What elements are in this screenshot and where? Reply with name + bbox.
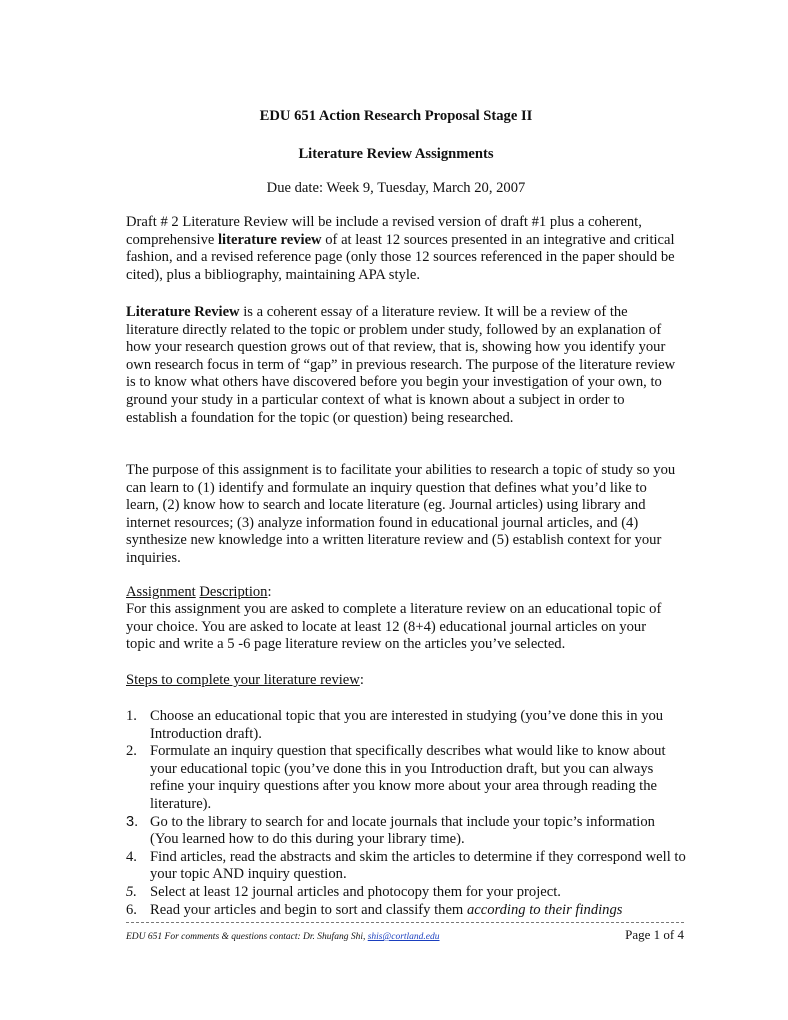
list-item <box>126 884 686 902</box>
list-item <box>126 708 686 743</box>
step-text-italic: according to their findings <box>466 901 623 918</box>
purpose-paragraph: The purpose of this assignment is to facilitate your abilities to research a topic of study so you can learn to (1) identify and formulate an inquiry question that defines what you’d like to learn, (2) know how to search and locate literature (eg. Journal articles) using library and internet resources; (3) analyze information found in educational journal articles, and (4) synthesize new knowledge into a written literature review and (5) establish context for your inquiries. <box>126 462 676 566</box>
footer-contact-text: EDU 651 For comments & questions contact: Dr. Shufang Shi, <box>126 932 368 942</box>
step-number: 2. <box>126 743 137 760</box>
step-text: Choose an educational topic that you are interested in studying (you’ve done this in you Introduction draft). <box>150 708 664 742</box>
list-item <box>126 814 686 849</box>
list-item <box>126 902 686 920</box>
intro-text-a: Draft # 2 Literature Review will be include a revised version of draft #1 plus a coherent, comprehensive <box>126 214 642 248</box>
step-text: Go to the library to search for and locate journals that include your topic’s information (You learned how to do this during your library time). <box>150 813 655 848</box>
steps-list <box>126 708 686 919</box>
step-number: 6. <box>126 901 137 918</box>
step-number: 5. <box>126 883 137 900</box>
assignment-description: For this assignment you are asked to complete a literature review on an educational topic of your choice. You are asked to locate at least 12 (8+4) educational journal articles on your topic and write a 5 -6 page literature review on the articles you’ve selected. <box>126 601 662 653</box>
document-subtitle: Literature Review Assignments <box>298 146 494 162</box>
due-date: Due date: Week 9, Tuesday, March 20, 2007 <box>266 180 526 196</box>
step-text: Find articles, read the abstracts and skim the articles to determine if they correspond well to your topic AND inquiry question. <box>150 848 686 883</box>
assignment-heading <box>126 584 676 602</box>
assignment-heading-word1: Assignment <box>126 584 196 600</box>
steps-heading <box>126 672 676 690</box>
contact-email-link[interactable]: shis@cortland.edu <box>367 932 440 942</box>
step-number: 3. <box>126 813 139 830</box>
document-title: EDU 651 Action Research Proposal Stage II <box>259 108 533 124</box>
assignment-heading-word2: Description <box>199 584 268 600</box>
page-footer <box>126 927 684 944</box>
page-number: Page 1 of 4 <box>625 927 684 942</box>
footer-divider <box>126 922 684 923</box>
step-text: Select at least 12 journal articles and photocopy them for your project. <box>150 883 561 900</box>
list-item <box>126 743 686 813</box>
list-item <box>126 849 686 884</box>
step-text: Formulate an inquiry question that specifically describes what would like to know about your educational topic (you’ve done this in you Introduction draft, but you can always refine your inquiry questions after you know more about your area through reading the literature). <box>150 743 666 812</box>
literature-review-term: Literature Review <box>126 304 240 320</box>
intro-paragraph <box>126 214 676 284</box>
steps-heading-text: Steps to complete your literature review <box>126 672 360 688</box>
intro-bold-term: literature review <box>218 231 322 248</box>
step-number: 4. <box>126 848 137 865</box>
literature-review-paragraph <box>126 304 676 427</box>
step-number: 1. <box>126 708 137 724</box>
assignment-heading-colon: : <box>267 584 272 600</box>
literature-review-text: is a coherent essay of a literature review. It will be a review of the literature directly related to the topic or problem under study, followed by an explanation of how your research question grows out of that review, that is, showing how you identify your own research focus in term of “gap” in previous research. The purpose of the literature review is to know what others have discovered before you begin your investigation of your own, to ground your study in a particular context of what is known about a subject in order to establish a foundation for the topic (or question) being researched. <box>126 304 676 426</box>
intro-text-b: of at least 12 sources presented in an integrative and critical fashion, and a revised reference page (only those 12 sources referenced in the paper should be cited), plus a bibliography, maintaining APA style. <box>126 231 675 283</box>
step-text: Read your articles and begin to sort and classify them <box>150 901 467 918</box>
steps-heading-colon: : <box>359 672 364 688</box>
